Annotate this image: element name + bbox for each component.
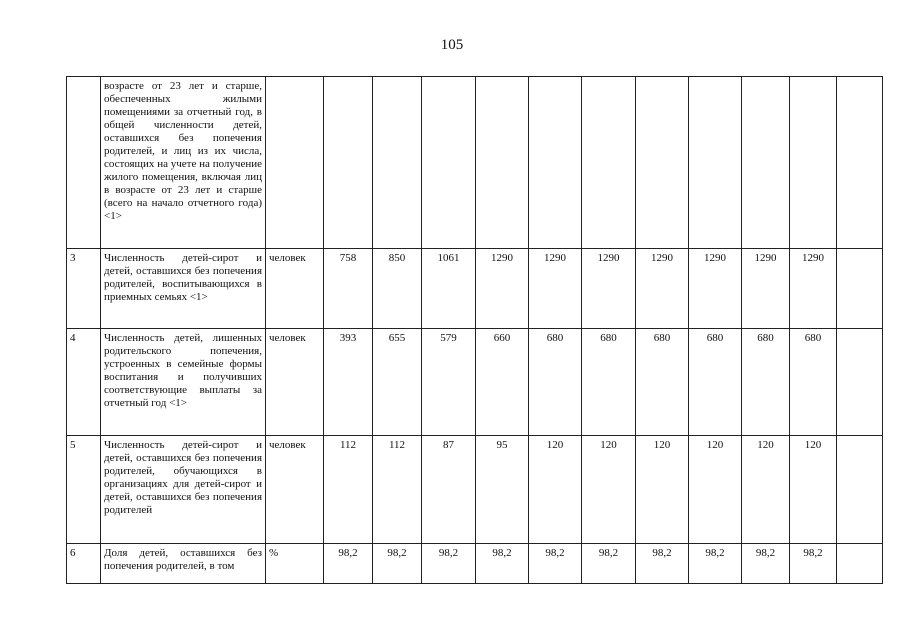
value-cell: 758	[324, 249, 373, 329]
indicator-description: Численность детей-сирот и детей, оставшихся без попечения родителей, воспитывающихся в приемных семьях <1>	[101, 249, 266, 329]
value-cell	[422, 77, 476, 249]
value-cell: 120	[582, 436, 636, 544]
value-cell: 120	[636, 436, 689, 544]
row-number	[67, 77, 101, 249]
table-row	[67, 544, 883, 584]
table-row	[67, 77, 883, 249]
value-cell: 87	[422, 436, 476, 544]
value-cell: 1290	[582, 249, 636, 329]
value-cell: 1290	[476, 249, 529, 329]
value-cell: 680	[582, 329, 636, 436]
indicator-description: Доля детей, оставшихся без попечения родителей, в том	[101, 544, 266, 584]
row-number: 3	[67, 249, 101, 329]
value-cell	[529, 77, 582, 249]
value-cell: 98,2	[476, 544, 529, 584]
value-cell	[837, 544, 883, 584]
value-cell: 1290	[529, 249, 582, 329]
table-row	[67, 249, 883, 329]
value-cell	[689, 77, 742, 249]
value-cell: 660	[476, 329, 529, 436]
value-cell: 655	[373, 329, 422, 436]
value-cell: 120	[790, 436, 837, 544]
value-cell	[373, 77, 422, 249]
value-cell: 1290	[742, 249, 790, 329]
value-cell	[837, 436, 883, 544]
value-cell	[837, 329, 883, 436]
value-cell: 98,2	[582, 544, 636, 584]
value-cell: 680	[529, 329, 582, 436]
value-cell	[582, 77, 636, 249]
value-cell	[742, 77, 790, 249]
value-cell: 98,2	[529, 544, 582, 584]
value-cell: 98,2	[742, 544, 790, 584]
value-cell: 98,2	[689, 544, 742, 584]
value-cell: 680	[689, 329, 742, 436]
value-cell: 98,2	[636, 544, 689, 584]
value-cell: 120	[689, 436, 742, 544]
value-cell	[837, 249, 883, 329]
value-cell	[837, 77, 883, 249]
table-row	[67, 329, 883, 436]
value-cell: 680	[790, 329, 837, 436]
value-cell	[324, 77, 373, 249]
value-cell: 1290	[636, 249, 689, 329]
value-cell: 393	[324, 329, 373, 436]
unit-cell: человек	[266, 329, 324, 436]
value-cell: 112	[324, 436, 373, 544]
value-cell	[476, 77, 529, 249]
indicator-description: Численность детей-сирот и детей, оставшихся без попечения родителей, обучающихся в организациях для детей-сирот и детей, оставшихся без попечения родителей	[101, 436, 266, 544]
value-cell: 1290	[689, 249, 742, 329]
indicators-table	[66, 76, 883, 584]
value-cell: 98,2	[373, 544, 422, 584]
indicator-description: возрасте от 23 лет и старше, обеспеченных жилыми помещениями за отчетный год, в общей численности детей, оставшихся без попечения родителей, и лиц из их числа, состоящих на учете на получение жилого помещения, включая лиц в возрасте от 23 лет и старше (всего на начало отчетного года) <1>	[101, 77, 266, 249]
value-cell: 98,2	[790, 544, 837, 584]
value-cell: 98,2	[422, 544, 476, 584]
value-cell: 680	[636, 329, 689, 436]
indicator-description: Численность детей, лишенных родительского попечения, устроенных в семейные формы воспитания и получивших соответствующие выплаты за отчетный год <1>	[101, 329, 266, 436]
row-number: 4	[67, 329, 101, 436]
value-cell: 98,2	[324, 544, 373, 584]
value-cell	[790, 77, 837, 249]
unit-cell: человек	[266, 249, 324, 329]
value-cell: 120	[742, 436, 790, 544]
table-row	[67, 436, 883, 544]
row-number: 6	[67, 544, 101, 584]
value-cell: 1290	[790, 249, 837, 329]
unit-cell	[266, 77, 324, 249]
unit-cell: человек	[266, 436, 324, 544]
value-cell: 95	[476, 436, 529, 544]
value-cell: 680	[742, 329, 790, 436]
row-number: 5	[67, 436, 101, 544]
value-cell: 112	[373, 436, 422, 544]
value-cell: 850	[373, 249, 422, 329]
value-cell	[636, 77, 689, 249]
value-cell: 120	[529, 436, 582, 544]
unit-cell: %	[266, 544, 324, 584]
value-cell: 1061	[422, 249, 476, 329]
page-number: 105	[440, 37, 464, 53]
value-cell: 579	[422, 329, 476, 436]
